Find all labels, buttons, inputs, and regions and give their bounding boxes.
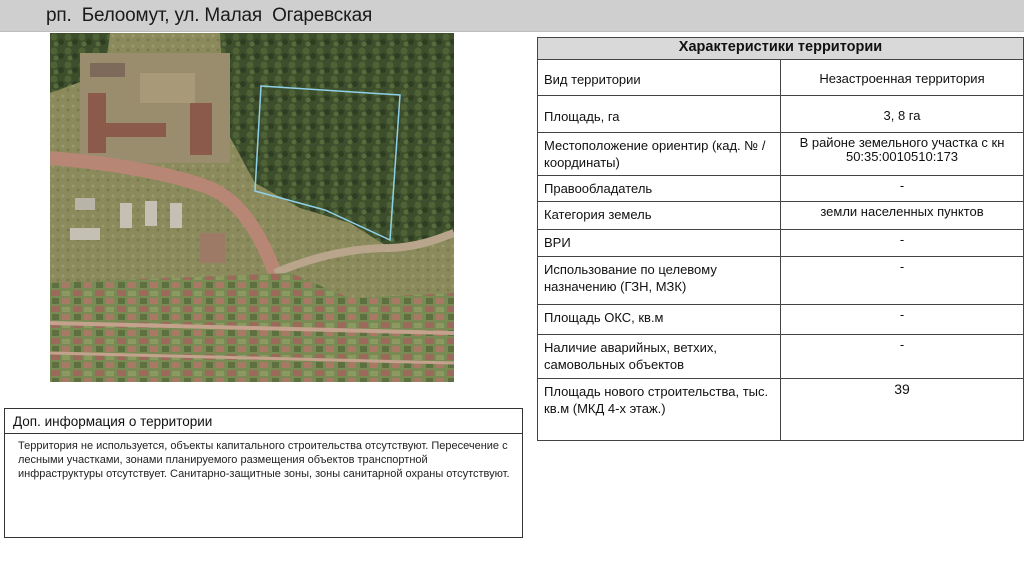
row-value-oks-area: - (781, 305, 1024, 335)
territory-characteristics-table (537, 37, 1024, 441)
additional-info-box (4, 408, 523, 538)
row-label-owner: Правообладатель (538, 176, 781, 202)
row-label-vri: ВРИ (538, 230, 781, 257)
row-label-emergency-objects: Наличие аварийных, ветхих, самовольных объектов (538, 335, 781, 379)
row-label-territory-type: Вид территории (538, 60, 781, 96)
row-label-target-use: Использование по целевому назначению (ГЗН, МЗК) (538, 257, 781, 305)
row-value-area: 3, 8 га (781, 96, 1024, 133)
row-value-owner: - (781, 176, 1024, 202)
row-label-location: Местоположение ориентир (кад. № / координаты) (538, 133, 781, 176)
row-label-new-construction: Площадь нового строительства, тыс. кв.м (МКД 4-х этаж.) (538, 379, 781, 441)
additional-info-text: Территория не используется, объекты капитального строительства отсутствуют. Пересечение с лесными участками, зонами планируемого размещения объектов транспортной инфраструктуры отсутствует. Санитарно-защитные зоны, зоны санитарной охраны отсутствуют. (18, 440, 510, 480)
row-value-emergency-objects: - (781, 335, 1024, 379)
row-label-oks-area: Площадь ОКС, кв.м (538, 305, 781, 335)
additional-info-title: Доп. информация о территории (5, 409, 522, 434)
row-label-area: Площадь, га (538, 96, 781, 133)
title-bar (0, 0, 1024, 32)
satellite-map (50, 33, 454, 382)
row-value-vri: - (781, 230, 1024, 257)
row-value-land-category: земли населенных пунктов (781, 202, 1024, 230)
row-value-location: В районе земельного участка с кн 50:35:0010510:173 (781, 133, 1024, 176)
table-header: Характеристики территории (538, 38, 1024, 60)
row-label-land-category: Категория земель (538, 202, 781, 230)
row-value-target-use: - (781, 257, 1024, 305)
satellite-map-image (50, 33, 454, 382)
row-value-new-construction: 39 (781, 379, 1024, 441)
page-title: рп. Белоомут, ул. Малая Огаревская (46, 5, 373, 26)
row-value-territory-type: Незастроенная территория (781, 60, 1024, 96)
